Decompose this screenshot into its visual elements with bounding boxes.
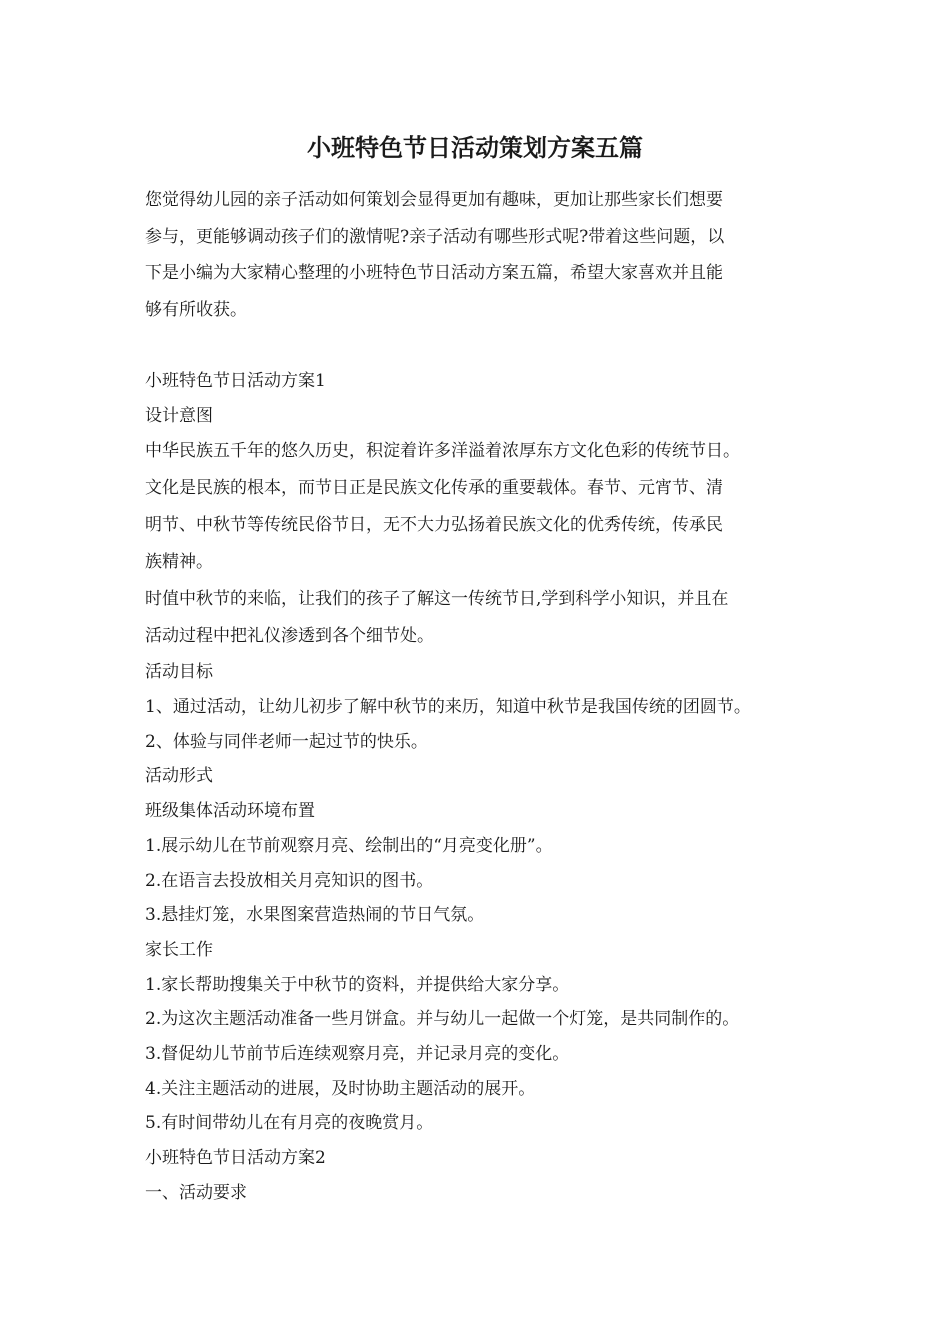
body-line: 中华民族五千年的悠久历史，积淀着许多洋溢着浓厚东方文化色彩的传统节日。	[145, 441, 740, 462]
body-line: 4.关注主题活动的进展，及时协助主题活动的展开。	[145, 1078, 536, 1099]
subheading: 班级集体活动环境布置	[145, 801, 315, 822]
body-line: 3.督促幼儿节前节后连续观察月亮，并记录月亮的变化。	[145, 1043, 570, 1064]
section-heading: 小班特色节日活动方案1	[145, 371, 326, 391]
subheading: 设计意图	[145, 405, 213, 426]
body-line: 1.展示幼儿在节前观察月亮、绘制出的“月亮变化册”。	[145, 835, 553, 856]
body-line: 活动过程中把礼仪渗透到各个细节处。	[145, 626, 434, 647]
intro-line: 下是小编为大家精心整理的小班特色节日活动方案五篇，希望大家喜欢并且能	[145, 263, 723, 283]
subheading: 活动目标	[145, 662, 213, 683]
document-body	[145, 364, 825, 1210]
body-line: 2、体验与同伴老师一起过节的快乐。	[145, 731, 428, 752]
body-line: 时值中秋节的来临，让我们的孩子了解这一传统节日,学到科学小知识，并且在	[145, 589, 729, 610]
subheading: 活动形式	[145, 766, 213, 787]
body-line: 2.在语言去投放相关月亮知识的图书。	[145, 870, 434, 891]
subheading: 家长工作	[145, 939, 213, 960]
intro-line: 您觉得幼儿园的亲子活动如何策划会显得更加有趣味，更加让那些家长们想要	[145, 190, 723, 210]
body-line: 5.有时间带幼儿在有月亮的夜晚赏月。	[145, 1113, 434, 1134]
subheading: 一、活动要求	[145, 1182, 247, 1203]
body-line: 1.家长帮助搜集关于中秋节的资料，并提供给大家分享。	[145, 974, 570, 995]
body-line: 3.悬挂灯笼，水果图案营造热闹的节日气氛。	[145, 905, 485, 926]
intro-line: 参与，更能够调动孩子们的激情呢?亲子活动有哪些形式呢?带着这些问题，以	[145, 226, 725, 247]
intro-line: 够有所收获。	[145, 299, 247, 320]
intro-paragraph	[145, 182, 815, 328]
body-line: 2.为这次主题活动准备一些月饼盒。并与幼儿一起做一个灯笼，是共同制作的。	[145, 1009, 740, 1030]
document-title: 小班特色节日活动策划方案五篇	[307, 133, 643, 162]
body-line: 明节、中秋节等传统民俗节日，无不大力弘扬着民族文化的优秀传统，传承民	[145, 515, 723, 536]
section-heading: 小班特色节日活动方案2	[145, 1148, 326, 1168]
body-line: 族精神。	[145, 552, 213, 573]
body-line: 文化是民族的根本，而节日正是民族文化传承的重要载体。春节、元宵节、清	[145, 478, 723, 499]
body-line: 1、通过活动，让幼儿初步了解中秋节的来历，知道中秋节是我国传统的团圆节。	[145, 697, 751, 718]
